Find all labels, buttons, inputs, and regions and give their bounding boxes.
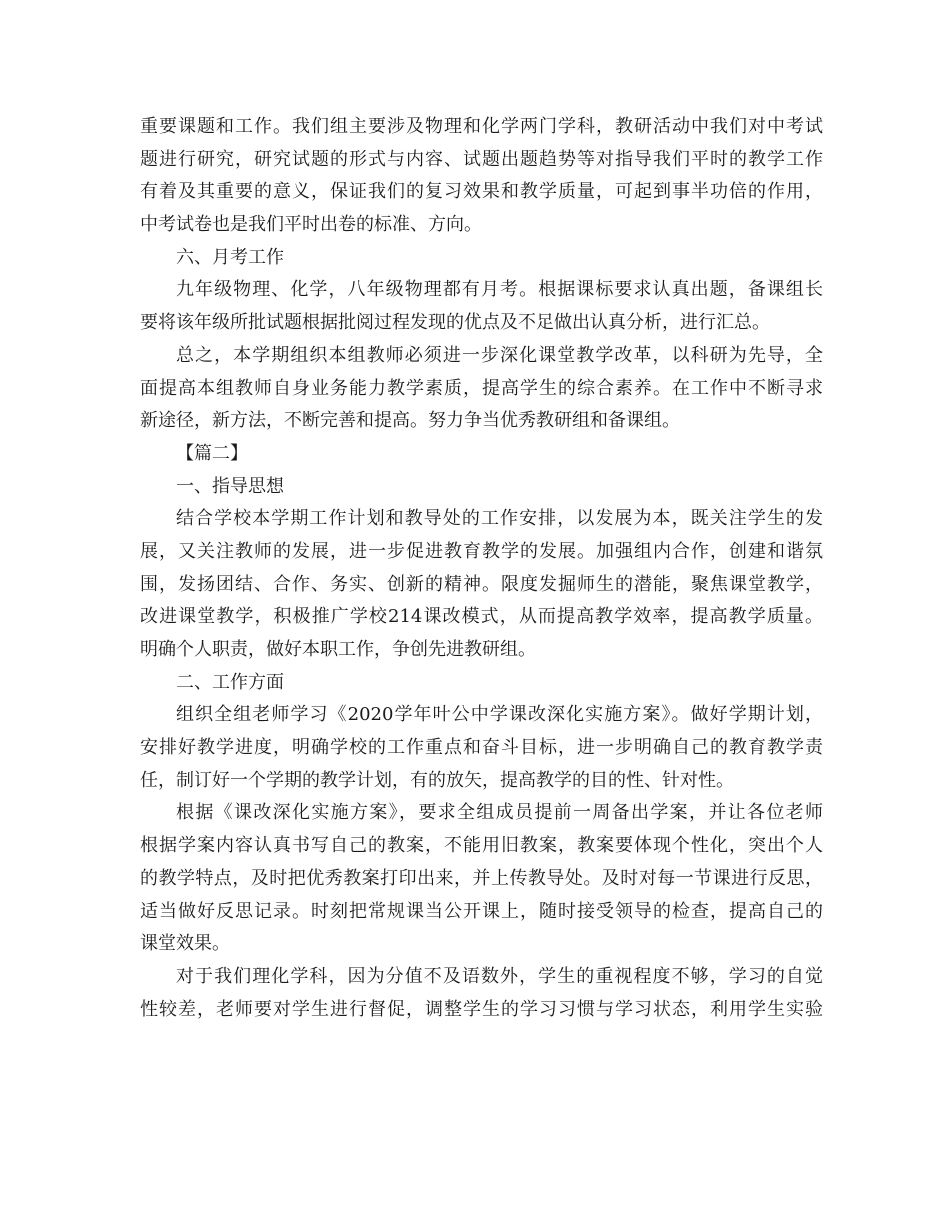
- text-line: 改进课堂教学，积极推广学校214课改模式，从而提高教学效率，提高教学质量。: [140, 606, 823, 628]
- text-line: 要将该年级所批试题根据批阅过程发现的优点及不足做出认真分析，进行汇总。: [140, 312, 770, 334]
- document-body: [140, 111, 823, 1026]
- text-line: 展，又关注教师的发展，进一步促进教育教学的发展。加强组内合作，创建和谐氛: [140, 540, 823, 562]
- text-line: 新途径，新方法，不断完善和提高。努力争当优秀教研组和备课组。: [140, 410, 680, 432]
- text-line: 重要课题和工作。我们组主要涉及物理和化学两门学科，教研活动中我们对中考试: [140, 116, 823, 137]
- text-line: 题进行研究，研究试题的形式与内容、试题出题趋势等对指导我们平时的教学工作: [140, 148, 823, 170]
- text-line: 安排好教学进度，明确学校的工作重点和奋斗目标，进一步明确自己的教育教学责: [140, 737, 823, 759]
- text-line: 围，发扬团结、合作、务实、创新的精神。限度发掘师生的潜能，聚焦课堂教学，: [140, 573, 823, 595]
- text-line: 一、指导思想: [176, 475, 284, 497]
- text-line: 课堂效果。: [140, 933, 230, 955]
- text-line: 明确个人职责，做好本职工作，争创先进教研组。: [140, 639, 536, 660]
- text-line: 六、月考工作: [176, 246, 284, 268]
- text-line: 根据《课改深化实施方案》，要求全组成员提前一周备出学案，并让各位老师: [176, 802, 823, 824]
- text-line: 适当做好反思记录。时刻把常规课当公开课上，随时接受领导的检查，提高自己的: [140, 900, 823, 922]
- text-line: 性较差，老师要对学生进行督促，调整学生的学习习惯与学习状态，利用学生实验: [140, 998, 823, 1020]
- text-line: 的教学特点，及时把优秀教案打印出来，并上传教导处。及时对每一节课进行反思，: [140, 867, 823, 889]
- text-line: 任，制订好一个学期的教学计划，有的放矢，提高教学的目的性、针对性。: [140, 769, 734, 791]
- text-line: 组织全组老师学习《2020学年叶公中学课改深化实施方案》。做好学期计划，: [176, 704, 823, 726]
- text-line: 有着及其重要的意义，保证我们的复习效果和教学质量，可起到事半功倍的作用，: [140, 181, 823, 203]
- text-line: 面提高本组教师自身业务能力教学素质，提高学生的综合素养。在工作中不断寻求: [140, 377, 823, 399]
- text-line: 根据学案内容认真书写自己的教案，不能用旧教案，教案要体现个性化，突出个人: [140, 835, 823, 857]
- text-line: 九年级物理、化学，八年级物理都有月考。根据课标要求认真出题，备课组长: [176, 279, 823, 301]
- text-line: 【篇二】: [176, 442, 248, 464]
- text-line: 对于我们理化学科，因为分值不及语数外，学生的重视程度不够，学习的自觉: [176, 965, 823, 987]
- text-line: 总之，本学期组织本组教师必须进一步深化课堂教学改革，以科研为先导，全: [176, 344, 823, 366]
- text-line: 结合学校本学期工作计划和教导处的工作安排，以发展为本，既关注学生的发: [176, 508, 823, 530]
- text-line: 二、工作方面: [176, 671, 284, 693]
- text-line: 中考试卷也是我们平时出卷的标准、方向。: [140, 214, 482, 236]
